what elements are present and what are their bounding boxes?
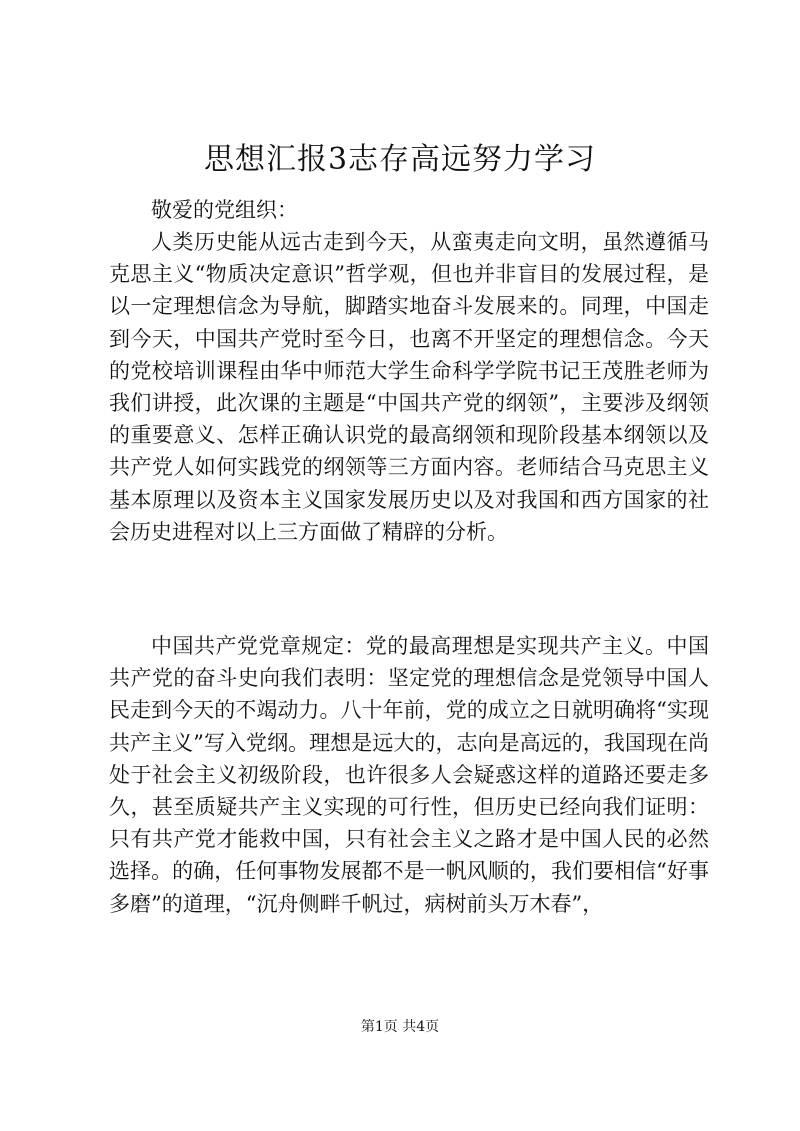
- paragraph-1: 人类历史能从远古走到今天，从蛮夷走向文明，虽然遵循马克思主义“物质决定意识”哲学观，但也并非盲目的发展过程，是以一定理想信念为导航，脚踏实地奋斗发展来的。同理，中国走到今天，中国共产党时至今日，也离不开坚定的理想信念。今天的党校培训课程由华中师范大学生命科学学院书记王茂胜老师为我们讲授，此次课的主题是“中国共产党的纲领”，主要涉及纲领的重要意义、怎样正确认识党的最高纲领和现阶段基本纲领以及共产党人如何实践党的纲领等三方面内容。老师结合马克思主义基本原理以及资本主义国家发展历史以及对我国和西方国家的社会历史进程对以上三方面做了精辟的分析。: [109, 230, 709, 544]
- salutation: 敬爱的党组织：: [151, 198, 298, 222]
- paragraph-2: 中国共产党党章规定：党的最高理想是实现共产主义。中国共产党的奋斗史向我们表明：坚定党的理想信念是党领导中国人民走到今天的不竭动力。八十年前，党的成立之日就明确将“实现共产主义”写入党纲。理想是远大的，志向是高远的，我国现在尚处于社会主义初级阶段，也许很多人会疑惑这样的道路还要走多久，甚至质疑共产主义实现的可行性，但历史已经向我们证明：只有共产党才能救中国，只有社会主义之路才是中国人民的必然选择。的确，任何事物发展都不是一帆风顺的，我们要相信“好事多磨”的道理，“沉舟侧畔千帆过，病树前头万木春”，: [109, 634, 709, 916]
- page-footer: 第1页 共4页: [360, 1019, 440, 1035]
- document-title: 思想汇报3志存高远努力学习: [203, 142, 597, 177]
